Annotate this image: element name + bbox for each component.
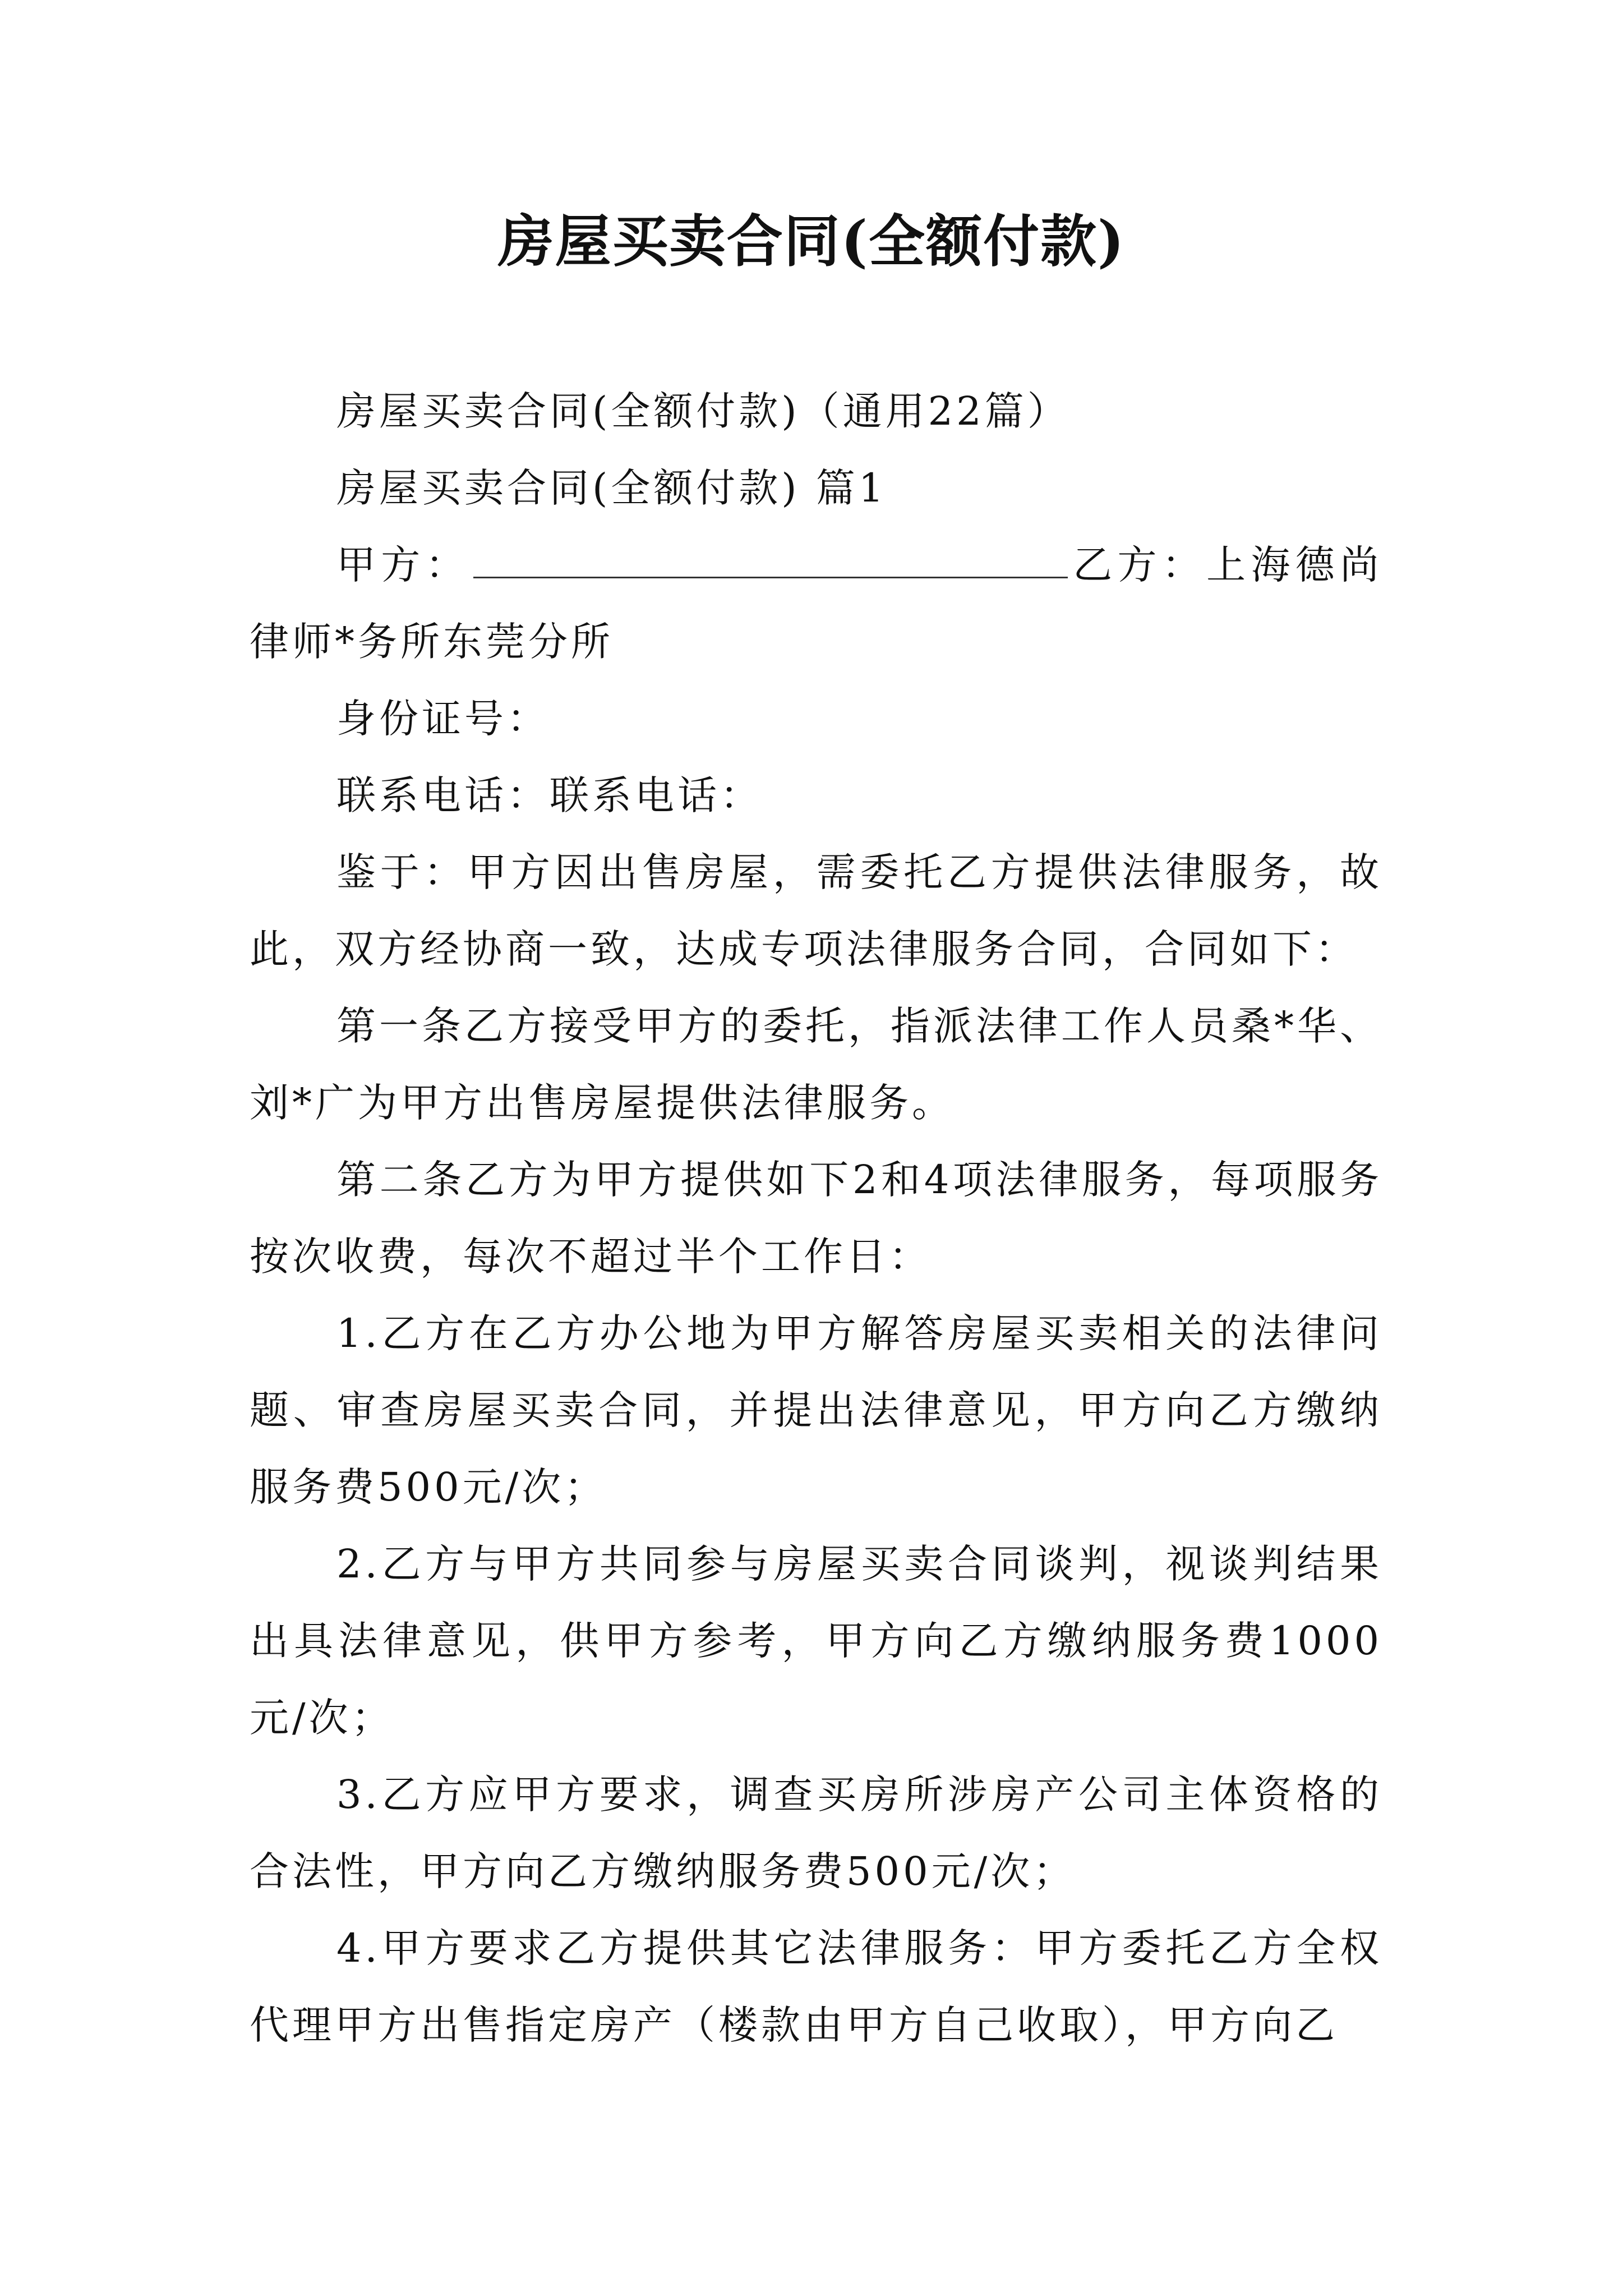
phone-line: 联系电话：联系电话： (336, 772, 763, 818)
party-a-label: 甲方： (336, 542, 470, 588)
id-number-line: 身份证号： (336, 696, 550, 742)
paragraph-recital: 鉴于：甲方因出售房屋，需委托乙方提供法律服务，故此，双方经协商一致，达成专项法律服务合同，合同如下： (250, 849, 1382, 972)
document-body (250, 373, 1382, 2064)
party-a-blank (473, 543, 1068, 578)
paragraph-item-2: 2.乙方与甲方共同参与房屋买卖合同谈判，视谈判结果出具法律意见，供甲方参考，甲方向乙方缴纳服务费1000元/次； (250, 1541, 1382, 1741)
document-title: 房屋买卖合同(全额付款) (497, 208, 1126, 274)
paragraph-article-2: 第二条乙方为甲方提供如下2和4项法律服务，每项服务按次收费，每次不超过半个工作日： (250, 1157, 1382, 1280)
party-b-text: 乙方：上海德尚律师*务所东莞分所 (250, 542, 1383, 665)
paragraph-item-1: 1.乙方在乙方办公地为甲方解答房屋买卖相关的法律问题、审查房屋买卖合同，并提出法律意见，甲方向乙方缴纳服务费500元/次； (250, 1310, 1382, 1510)
paragraph-item-4: 4.甲方要求乙方提供其它法律服务：甲方委托乙方全权代理甲方出售指定房产（楼款由甲方自己收取），甲方向乙 (250, 1925, 1382, 2048)
paragraph-article-1: 第一条乙方接受甲方的委托，指派法律工作人员桑*华、刘*广为甲方出售房屋提供法律服务。 (250, 1003, 1382, 1126)
section-heading: 房屋买卖合同(全额付款) 篇1 (336, 465, 887, 511)
paragraph-item-3: 3.乙方应甲方要求，调查买房所涉房产公司主体资格的合法性，甲方向乙方缴纳服务费500元/次； (250, 1772, 1382, 1894)
parties-line (250, 527, 1382, 680)
document-subtitle: 房屋买卖合同(全额付款)（通用22篇） (336, 388, 1070, 434)
